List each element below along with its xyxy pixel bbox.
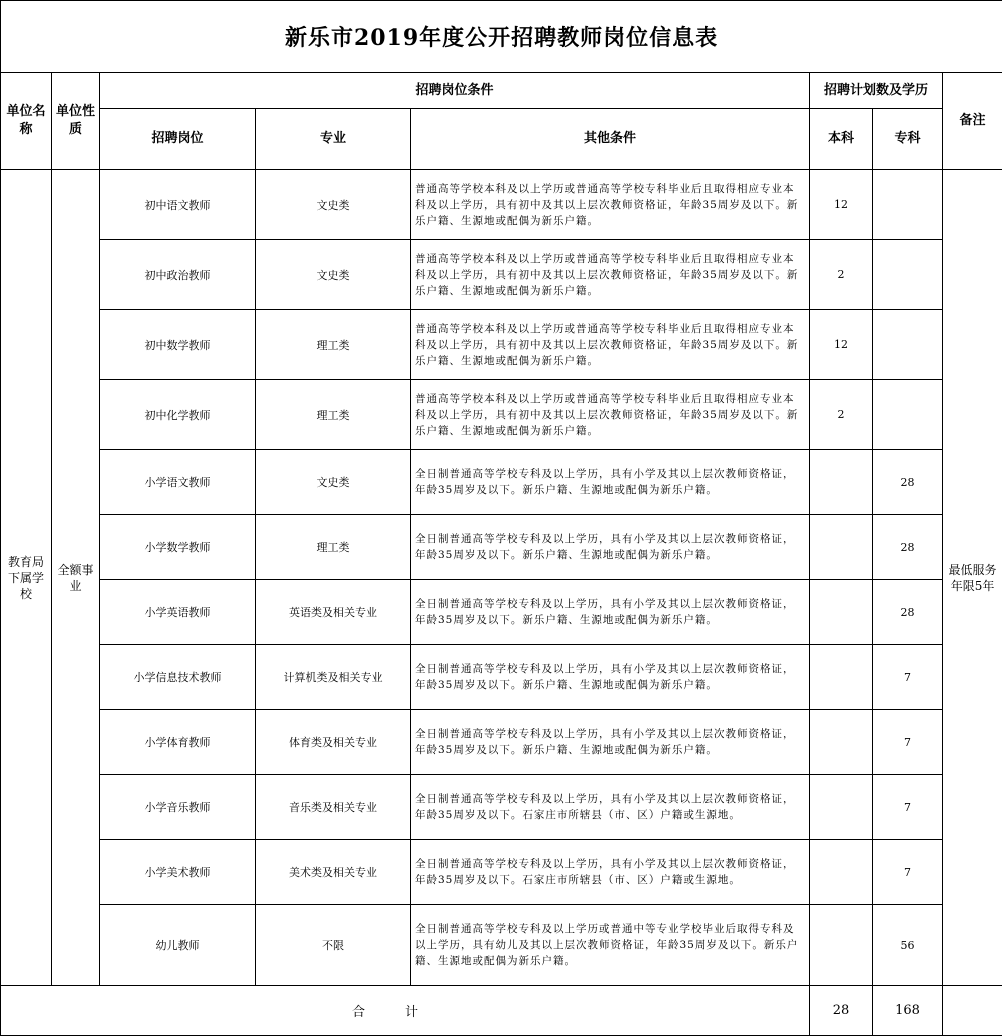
post-cell: 小学英语教师 (100, 580, 256, 645)
header-bachelor: 本科 (810, 109, 873, 170)
total-junior: 168 (873, 986, 943, 1036)
major-cell: 计算机类及相关专业 (256, 645, 411, 710)
post-cell: 小学信息技术教师 (100, 645, 256, 710)
post-cell: 初中政治教师 (100, 240, 256, 310)
table-row (1, 310, 1002, 380)
bachelor-count-cell: 2 (810, 380, 873, 450)
bachelor-count-cell (810, 775, 873, 840)
other-conditions-cell: 全日制普通高等学校专科及以上学历，具有小学及其以上层次教师资格证，年龄35周岁及以下。新乐户籍、生源地或配偶为新乐户籍。 (411, 515, 810, 580)
junior-count-cell: 56 (873, 905, 943, 986)
major-cell: 理工类 (256, 380, 411, 450)
other-conditions-cell: 普通高等学校本科及以上学历或普通高等学校专科毕业后且取得相应专业本科及以上学历，具有初中及其以上层次教师资格证，年龄35周岁及以下。新乐户籍、生源地或配偶为新乐户籍。 (411, 170, 810, 240)
table-row (1, 840, 1002, 905)
table-row (1, 515, 1002, 580)
post-cell: 初中语文教师 (100, 170, 256, 240)
header-post: 招聘岗位 (100, 109, 256, 170)
major-cell: 理工类 (256, 515, 411, 580)
header-unit-nature: 单位性质 (52, 73, 100, 170)
post-cell: 幼儿教师 (100, 905, 256, 986)
junior-count-cell (873, 240, 943, 310)
other-conditions-cell: 全日制普通高等学校专科及以上学历，具有小学及其以上层次教师资格证，年龄35周岁及以下。石家庄市所辖县（市、区）户籍或生源地。 (411, 840, 810, 905)
header-remark: 备注 (943, 73, 1002, 170)
table-row (1, 170, 1002, 240)
other-conditions-cell: 普通高等学校本科及以上学历或普通高等学校专科毕业后且取得相应专业本科及以上学历，具有初中及其以上层次教师资格证，年龄35周岁及以下。新乐户籍、生源地或配偶为新乐户籍。 (411, 380, 810, 450)
post-cell: 小学数学教师 (100, 515, 256, 580)
other-conditions-cell: 全日制普通高等学校专科及以上学历，具有小学及其以上层次教师资格证，年龄35周岁及以下。石家庄市所辖县（市、区）户籍或生源地。 (411, 775, 810, 840)
other-conditions-cell: 普通高等学校本科及以上学历或普通高等学校专科毕业后且取得相应专业本科及以上学历，具有初中及其以上层次教师资格证，年龄35周岁及以下。新乐户籍、生源地或配偶为新乐户籍。 (411, 310, 810, 380)
post-cell: 初中化学教师 (100, 380, 256, 450)
total-label: 合计 (1, 986, 810, 1036)
post-cell: 小学语文教师 (100, 450, 256, 515)
unit-nature-cell: 全额事业 (52, 170, 100, 986)
bachelor-count-cell: 12 (810, 170, 873, 240)
bachelor-count-cell (810, 710, 873, 775)
post-cell: 小学音乐教师 (100, 775, 256, 840)
junior-count-cell (873, 310, 943, 380)
junior-count-cell: 28 (873, 580, 943, 645)
major-cell: 文史类 (256, 170, 411, 240)
page-title: 新乐市2019年度公开招聘教师岗位信息表 (1, 1, 1002, 73)
header-conditions-group: 招聘岗位条件 (100, 73, 810, 109)
other-conditions-cell: 全日制普通高等学校专科及以上学历，具有小学及其以上层次教师资格证，年龄35周岁及以下。新乐户籍、生源地或配偶为新乐户籍。 (411, 450, 810, 515)
table-row (1, 450, 1002, 515)
junior-count-cell: 7 (873, 710, 943, 775)
major-cell: 理工类 (256, 310, 411, 380)
other-conditions-cell: 全日制普通高等学校专科及以上学历或普通中等专业学校毕业后取得专科及以上学历，具有幼儿及其以上层次教师资格证，年龄35周岁及以下。新乐户籍、生源地或配偶为新乐户籍。 (411, 905, 810, 986)
bachelor-count-cell (810, 840, 873, 905)
total-remark-empty (943, 986, 1002, 1036)
post-cell: 初中数学教师 (100, 310, 256, 380)
remark-cell: 最低服务年限5年 (943, 170, 1002, 986)
header-junior-college: 专科 (873, 109, 943, 170)
total-bachelor: 28 (810, 986, 873, 1036)
major-cell: 美术类及相关专业 (256, 840, 411, 905)
major-cell: 英语类及相关专业 (256, 580, 411, 645)
other-conditions-cell: 全日制普通高等学校专科及以上学历，具有小学及其以上层次教师资格证，年龄35周岁及以下。新乐户籍、生源地或配偶为新乐户籍。 (411, 645, 810, 710)
major-cell: 音乐类及相关专业 (256, 775, 411, 840)
bachelor-count-cell: 2 (810, 240, 873, 310)
junior-count-cell: 7 (873, 840, 943, 905)
table-row (1, 775, 1002, 840)
bachelor-count-cell (810, 645, 873, 710)
table-row (1, 580, 1002, 645)
header-other: 其他条件 (411, 109, 810, 170)
junior-count-cell: 7 (873, 775, 943, 840)
table-row (1, 905, 1002, 986)
post-cell: 小学体育教师 (100, 710, 256, 775)
bachelor-count-cell (810, 905, 873, 986)
junior-count-cell: 28 (873, 450, 943, 515)
bachelor-count-cell (810, 580, 873, 645)
bachelor-count-cell: 12 (810, 310, 873, 380)
unit-name-cell: 教育局下属学校 (1, 170, 52, 986)
table-row (1, 240, 1002, 310)
other-conditions-cell: 全日制普通高等学校专科及以上学历，具有小学及其以上层次教师资格证，年龄35周岁及以下。新乐户籍、生源地或配偶为新乐户籍。 (411, 710, 810, 775)
major-cell: 体育类及相关专业 (256, 710, 411, 775)
post-cell: 小学美术教师 (100, 840, 256, 905)
bachelor-count-cell (810, 515, 873, 580)
other-conditions-cell: 全日制普通高等学校专科及以上学历，具有小学及其以上层次教师资格证，年龄35周岁及以下。新乐户籍、生源地或配偶为新乐户籍。 (411, 580, 810, 645)
major-cell: 文史类 (256, 450, 411, 515)
table-row (1, 380, 1002, 450)
junior-count-cell: 28 (873, 515, 943, 580)
major-cell: 文史类 (256, 240, 411, 310)
junior-count-cell (873, 380, 943, 450)
bachelor-count-cell (810, 450, 873, 515)
other-conditions-cell: 普通高等学校本科及以上学历或普通高等学校专科毕业后且取得相应专业本科及以上学历，具有初中及其以上层次教师资格证，年龄35周岁及以下。新乐户籍、生源地或配偶为新乐户籍。 (411, 240, 810, 310)
table-row (1, 710, 1002, 775)
table-row (1, 645, 1002, 710)
junior-count-cell: 7 (873, 645, 943, 710)
major-cell: 不限 (256, 905, 411, 986)
header-major: 专业 (256, 109, 411, 170)
total-row (1, 986, 1002, 1036)
junior-count-cell (873, 170, 943, 240)
header-unit-name: 单位名称 (1, 73, 52, 170)
header-plan-group: 招聘计划数及学历 (810, 73, 943, 109)
